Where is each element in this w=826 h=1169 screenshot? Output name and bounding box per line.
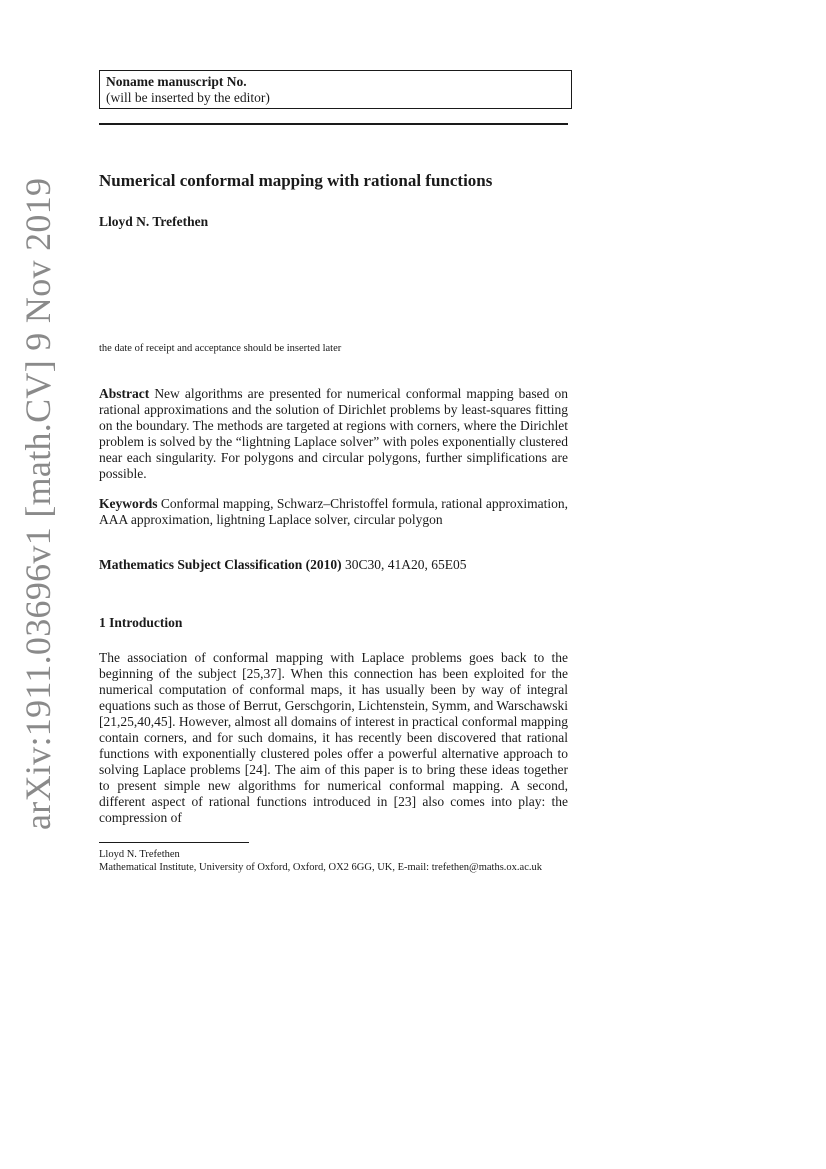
header-rule (99, 123, 568, 125)
footnote-affiliation: Mathematical Institute, University of Oxford, Oxford, OX2 6GG, UK, E-mail: trefethen@maths.ox.ac.uk (99, 862, 542, 873)
editor-box (99, 70, 572, 109)
keywords-label: Keywords (99, 496, 158, 511)
abstract-label: Abstract (99, 386, 150, 401)
paper-author: Lloyd N. Trefethen (99, 214, 209, 229)
received-note: the date of receipt and acceptance should be inserted later (99, 343, 342, 354)
msc-label: Mathematics Subject Classification (2010) (99, 557, 342, 572)
abstract (99, 386, 568, 482)
editor-note: (will be inserted by the editor) (106, 89, 270, 105)
section-heading-introduction: 1 Introduction (99, 615, 183, 630)
footnote-author: Lloyd N. Trefethen (99, 849, 180, 860)
manuscript-number: Noname manuscript No. (106, 74, 247, 89)
abstract-text: New algorithms are presented for numerical conformal mapping based on rational approximations and the solution of Dirichlet problems by least-squares fitting on the boundary. The methods are targeted at regions with corners, where the Dirichlet problem is solved by the “lightning Laplace solver” with poles exponentially clustered near each singularity. For polygons and circular polygons, further simplifications are possible. (99, 386, 568, 481)
keywords (99, 496, 568, 528)
msc (99, 557, 568, 573)
introduction-text: The association of conformal mapping with Laplace problems goes back to the beginning of the subject [25,37]. When this connection has been exploited for the numerical computation of conformal maps, it has usually been by way of integral equations such as those of Berrut, Gerschgorin, Lichtenstein, Symm, and Warschawski [21,25,40,45]. However, almost all domains of interest in practical conformal mapping contain corners, and for such domains, it has recently been discovered that rational functions with exponentially clustered poles offer a powerful alternative approach to solving Laplace problems [24]. The aim of this paper is to bring these ideas together to present simple new algorithms for numerical conformal mapping. A second, different aspect of rational functions introduced in [23] also comes into play: the compression of (99, 650, 568, 825)
paper-title: Numerical conformal mapping with rational functions (99, 171, 493, 190)
footnote (99, 848, 568, 874)
arxiv-stamp: arXiv:1911.03696v1 [math.CV] 9 Nov 2019 (18, 177, 58, 830)
msc-text: 30C30, 41A20, 65E05 (344, 557, 467, 572)
footnote-rule (99, 842, 249, 843)
keywords-text: Conformal mapping, Schwarz–Christoffel formula, rational approximation, AAA approximation, lightning Laplace solver, circular polygon (99, 496, 569, 527)
